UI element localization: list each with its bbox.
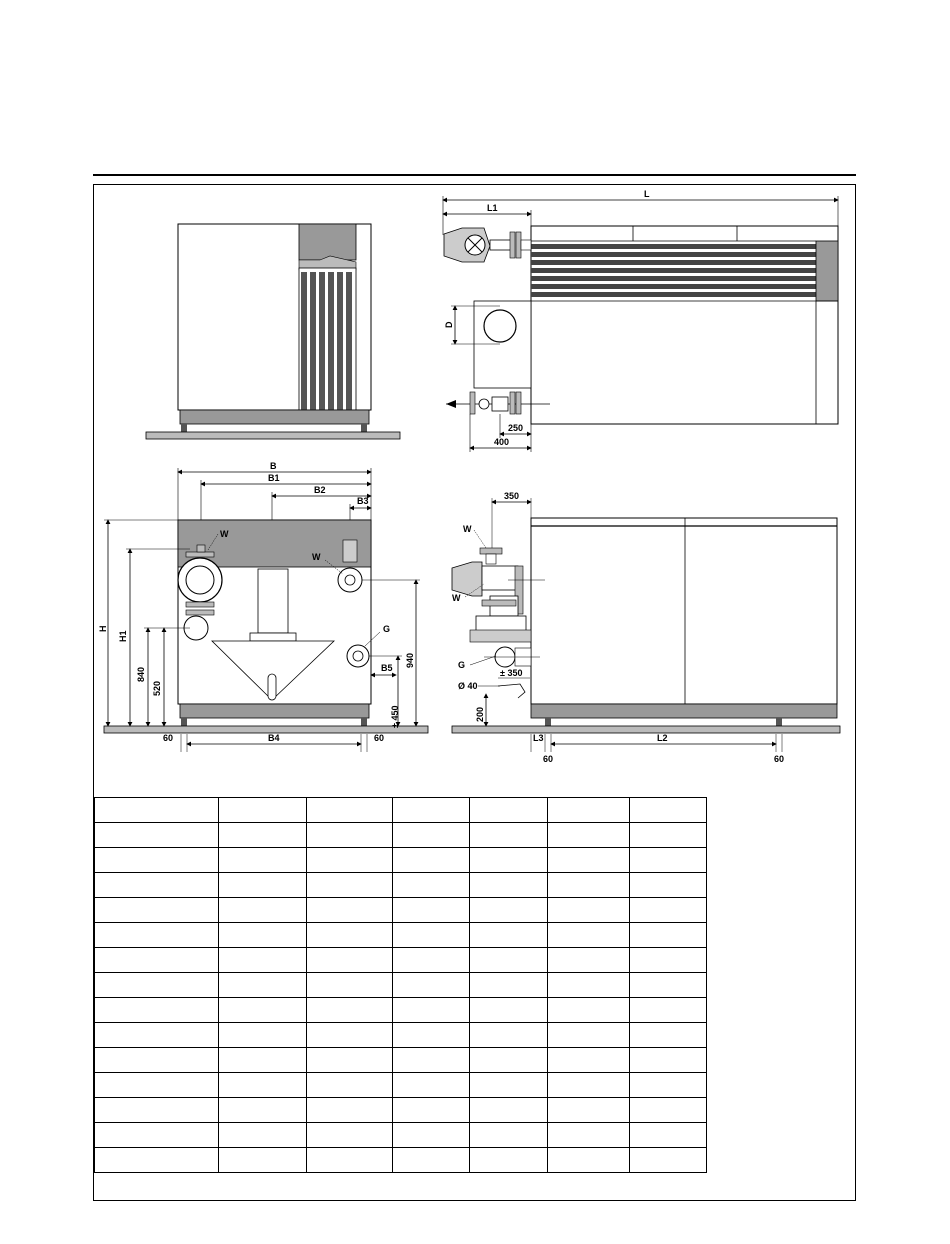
table-cell: [630, 1148, 707, 1173]
table-row: [95, 1123, 707, 1148]
table-cell: [630, 898, 707, 923]
table-cell: [548, 798, 630, 823]
table-cell: [470, 1098, 548, 1123]
dim-L2: L2: [657, 733, 668, 743]
dim-B3: B3: [357, 496, 369, 506]
table-cell: [393, 1073, 470, 1098]
dim-60-left: 60: [163, 733, 174, 743]
dim-250: 250: [508, 423, 524, 433]
table-cell: [219, 923, 307, 948]
dim-B4: B4: [268, 733, 280, 743]
label-W-side-mid: W: [452, 593, 461, 603]
table-cell: [219, 998, 307, 1023]
table-cell: [307, 1048, 393, 1073]
top-view: [443, 189, 838, 452]
table-row: [95, 998, 707, 1023]
table-row: [95, 798, 707, 823]
table-cell: [548, 998, 630, 1023]
table-cell: [630, 1048, 707, 1073]
table-row: [95, 1023, 707, 1048]
table-cell: [95, 1148, 219, 1173]
table-cell: [630, 948, 707, 973]
table-cell: [95, 973, 219, 998]
table-cell: [470, 823, 548, 848]
dim-400: 400: [494, 437, 510, 447]
table-cell: [307, 1148, 393, 1173]
table-cell: [307, 848, 393, 873]
table-cell: [219, 948, 307, 973]
table-cell: [307, 823, 393, 848]
table-cell: [219, 873, 307, 898]
table-cell: [307, 1098, 393, 1123]
dim-520: 520: [152, 680, 162, 696]
table-cell: [470, 898, 548, 923]
front-view: [146, 224, 400, 439]
label-W-right: W: [312, 552, 321, 562]
table-cell: [630, 1098, 707, 1123]
dim-840: 840: [136, 666, 146, 682]
table-cell: [393, 1123, 470, 1148]
dim-L: L: [644, 189, 650, 199]
table-cell: [393, 973, 470, 998]
table-cell: [393, 1048, 470, 1073]
label-G-side: G: [458, 660, 466, 670]
table-cell: [548, 973, 630, 998]
table-cell: [95, 948, 219, 973]
table-cell: [307, 1123, 393, 1148]
table-row: [95, 1073, 707, 1098]
table-cell: [307, 973, 393, 998]
table-cell: [95, 1023, 219, 1048]
table-row: [95, 898, 707, 923]
dim-350: 350: [504, 491, 520, 501]
table-cell: [219, 1048, 307, 1073]
front-section-view: [98, 461, 428, 752]
side-view: [452, 491, 840, 764]
table-cell: [548, 898, 630, 923]
table-cell: [470, 1148, 548, 1173]
table-cell: [548, 1048, 630, 1073]
table-cell: [470, 1073, 548, 1098]
table-cell: [548, 1023, 630, 1048]
table-cell: [307, 923, 393, 948]
table-cell: [630, 823, 707, 848]
table-cell: [470, 998, 548, 1023]
table-row: [95, 848, 707, 873]
table-cell: [95, 1073, 219, 1098]
table-cell: [548, 823, 630, 848]
table-cell: [548, 873, 630, 898]
table-cell: [548, 948, 630, 973]
table-cell: [219, 1073, 307, 1098]
table-cell: [307, 1023, 393, 1048]
dim-60-right: 60: [374, 733, 385, 743]
table-cell: [95, 1098, 219, 1123]
table-cell: [470, 923, 548, 948]
table-cell: [548, 1123, 630, 1148]
table-cell: [219, 1023, 307, 1048]
label-W-left: W: [220, 529, 229, 539]
table-cell: [548, 1148, 630, 1173]
table-cell: [630, 1023, 707, 1048]
table-cell: [307, 798, 393, 823]
table-cell: [219, 898, 307, 923]
dim-B1: B1: [268, 473, 280, 483]
dim-940: 940: [405, 652, 415, 668]
table-cell: [219, 798, 307, 823]
table-cell: [548, 1098, 630, 1123]
table-cell: [219, 1123, 307, 1148]
table-cell: [630, 798, 707, 823]
dim-B: B: [270, 461, 277, 471]
dim-D: D: [444, 321, 454, 328]
table-cell: [219, 823, 307, 848]
table-cell: [393, 1148, 470, 1173]
table-cell: [470, 1023, 548, 1048]
table-cell: [393, 848, 470, 873]
table-cell: [630, 873, 707, 898]
table-cell: [630, 1123, 707, 1148]
table-cell: [630, 973, 707, 998]
dim-H: H: [98, 625, 108, 632]
table-row: [95, 923, 707, 948]
table-cell: [393, 873, 470, 898]
table-cell: [630, 1073, 707, 1098]
dim-dia40: Ø 40: [458, 681, 478, 691]
table-row: [95, 1148, 707, 1173]
table-cell: [470, 1048, 548, 1073]
table-cell: [95, 1123, 219, 1148]
table-cell: [95, 798, 219, 823]
table-row: [95, 823, 707, 848]
table-row: [95, 948, 707, 973]
table-cell: [630, 923, 707, 948]
table-cell: [470, 848, 548, 873]
label-G-left: G: [383, 624, 391, 634]
label-W-side-top: W: [463, 524, 472, 534]
table-cell: [470, 798, 548, 823]
table-cell: [393, 923, 470, 948]
table-cell: [95, 873, 219, 898]
table-cell: [95, 848, 219, 873]
table-cell: [219, 848, 307, 873]
table-cell: [470, 1123, 548, 1148]
dim-200: 200: [475, 706, 485, 722]
dimensions-table: [94, 797, 707, 1173]
table-cell: [307, 998, 393, 1023]
dim-L3: L3: [533, 733, 544, 743]
table-row: [95, 1098, 707, 1123]
dim-450: ± 450: [390, 705, 400, 728]
table-cell: [393, 948, 470, 973]
table-cell: [219, 1098, 307, 1123]
dim-350-pm: ± 350: [500, 668, 523, 678]
table-cell: [95, 823, 219, 848]
table-row: [95, 1048, 707, 1073]
table-cell: [470, 948, 548, 973]
table-cell: [95, 1048, 219, 1073]
table-cell: [307, 898, 393, 923]
dim-60-side-left: 60: [543, 754, 554, 764]
table-cell: [307, 873, 393, 898]
table-cell: [630, 848, 707, 873]
table-cell: [548, 923, 630, 948]
dim-B2: B2: [314, 485, 326, 495]
table-cell: [393, 1023, 470, 1048]
table-cell: [548, 1073, 630, 1098]
table-cell: [219, 1148, 307, 1173]
dim-H1: H1: [118, 630, 128, 642]
table-cell: [470, 873, 548, 898]
table-cell: [470, 973, 548, 998]
table-cell: [95, 898, 219, 923]
table-cell: [393, 1098, 470, 1123]
table-cell: [95, 923, 219, 948]
table-cell: [393, 898, 470, 923]
table-row: [95, 973, 707, 998]
table-cell: [307, 1073, 393, 1098]
table-cell: [393, 798, 470, 823]
table-row: [95, 873, 707, 898]
dim-60-side-right: 60: [774, 754, 785, 764]
dim-L1: L1: [487, 203, 498, 213]
table-cell: [630, 998, 707, 1023]
table-cell: [219, 973, 307, 998]
table-cell: [393, 998, 470, 1023]
table-cell: [95, 998, 219, 1023]
dim-B5: B5: [381, 663, 393, 673]
table-cell: [393, 823, 470, 848]
table-cell: [307, 948, 393, 973]
table-cell: [548, 848, 630, 873]
